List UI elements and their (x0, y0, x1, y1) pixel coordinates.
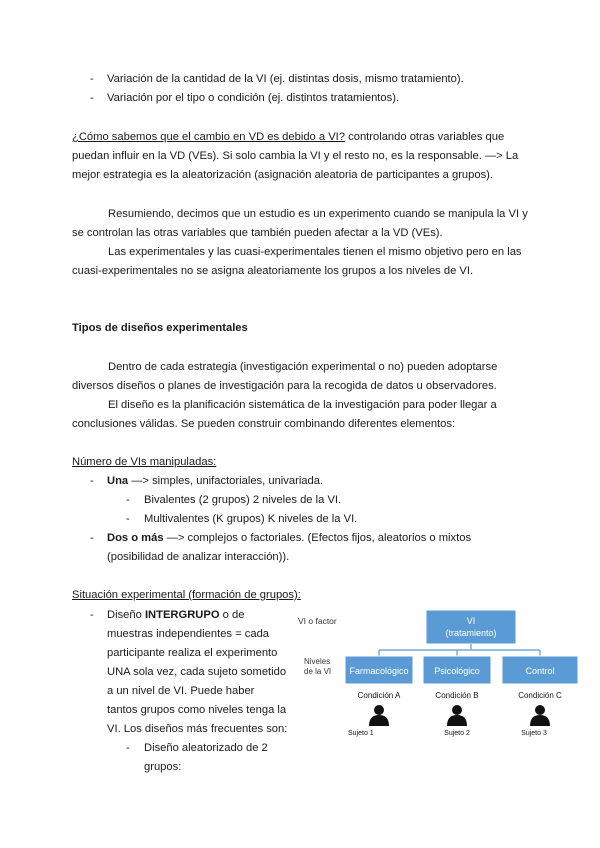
subject-label: Sujeto 2 (444, 730, 470, 737)
person-icon (530, 705, 550, 726)
intergrupo-pre: Diseño (107, 609, 145, 621)
una-sub-2: Multivalentes (K grupos) K niveles de la VI. (144, 513, 358, 525)
intergrupo-sub-1b: grupos: (144, 761, 182, 773)
summary-line-4: cuasi-experimentales no se asigna aleatoriamente los grupos a los niveles de VI. (72, 265, 474, 277)
intergrupo-line-6: tantos grupos como niveles tenga la (107, 704, 287, 716)
list-dash: - (126, 494, 130, 506)
subject-label: Sujeto 1 (348, 730, 374, 737)
condition-label: Condición C (518, 691, 562, 700)
para-line-3: El diseño es la planificación sistemática de la investigación para poder llegar a (108, 399, 497, 411)
para-line-2: diversos diseños o planes de investigación para la recogida de datos u observadores. (72, 380, 497, 392)
list-item: Variación de la cantidad de la VI (ej. distintas dosis, mismo tratamiento). (107, 73, 464, 85)
dos-rest: —> complejos o factoriales. (Efectos fijos, aleatorios o mixtos (163, 532, 472, 544)
intergrupo-line-7: VI. Los diseños más frecuentes son: (107, 723, 288, 735)
level-box-label: Psicológico (434, 666, 480, 676)
list-dash: - (90, 475, 94, 487)
intergrupo-post: o de (219, 609, 245, 621)
condition-label: Condición A (357, 691, 401, 700)
para-line-1: Dentro de cada estrategia (investigación experimental o no) pueden adoptarse (108, 361, 498, 373)
dos-line-2: (posibilidad de analizar interacción)). (107, 551, 290, 563)
vi-top-box-line-1: VI (466, 616, 476, 626)
intergrupo-bold: INTERGRUPO (144, 609, 220, 621)
intergrupo-sub-1: Diseño aleatorizado de 2 (144, 742, 268, 754)
una-sub-1: Bivalentes (2 grupos) 2 niveles de la VI. (144, 494, 342, 506)
question-line-3: mejor estrategia es la aleatorización (asignación aleatoria de participantes a grupos). (72, 169, 494, 181)
list-dash: - (126, 742, 130, 754)
levels-label-line-2: de la VI (304, 667, 332, 676)
list-item: Variación por el tipo o condición (ej. distintos tratamientos). (107, 92, 400, 104)
list-dash: - (90, 92, 94, 104)
person-icon (369, 705, 389, 726)
list-dash: - (90, 532, 94, 544)
section-title: Tipos de diseños experimentales (72, 322, 248, 334)
question-underlined: ¿Cómo sabemos que el cambio en VD es debido a VI? (72, 131, 346, 143)
situation-heading: Situación experimental (formación de grupos): (72, 589, 301, 601)
dos-bold: Dos o más (107, 532, 164, 544)
una-rest: —> simples, unifactoriales, univariada. (128, 475, 324, 487)
intergrupo-line-4: UNA sola vez, cada sujeto sometido (107, 666, 287, 678)
intergrupo-line-3: participante realiza el experimento (107, 647, 278, 659)
vi-levels-diagram (296, 609, 596, 739)
una-item (107, 474, 323, 488)
summary-line-1: Resumiendo, decimos que un estudio es un experimento cuando se manipula la VI y (108, 208, 528, 220)
una-bold: Una (107, 475, 129, 487)
vi-top-box-line-2: (tratamiento) (445, 628, 497, 638)
condition-label: Condición B (435, 691, 479, 700)
person-icon (447, 705, 467, 726)
para-line-4: conclusiones válidas. Se pueden construir combinando diferentes elementos: (72, 418, 456, 430)
intergrupo-line-1 (107, 608, 244, 622)
list-dash: - (90, 609, 94, 621)
intergrupo-line-5: a un nivel de VI. Puede haber (107, 685, 255, 697)
subject-label: Sujeto 3 (521, 730, 547, 737)
factor-label: VI o factor (298, 616, 337, 626)
num-vis-heading: Número de VIs manipuladas: (72, 456, 217, 468)
summary-line-2: se controlan las otras variables que también pueden afectar a la VD (VEs). (72, 227, 443, 239)
levels-label-line-1: Niveles (304, 657, 331, 666)
level-box-label: Control (525, 666, 555, 676)
list-dash: - (90, 73, 94, 85)
question-line-2: puedan influir en la VD (VEs). Si solo cambia la VI y el resto no, es la responsable. —> La (72, 150, 519, 162)
list-dash: - (126, 513, 130, 525)
question-line-1 (72, 130, 504, 144)
intergrupo-line-2: muestras independientes = cada (107, 628, 270, 640)
level-box-label: Farmacológico (349, 666, 409, 676)
summary-line-3: Las experimentales y las cuasi-experimentales tienen el mismo objetivo pero en las (108, 246, 522, 258)
dos-item (107, 531, 471, 545)
question-rest: controlando otras variables que (345, 131, 505, 143)
